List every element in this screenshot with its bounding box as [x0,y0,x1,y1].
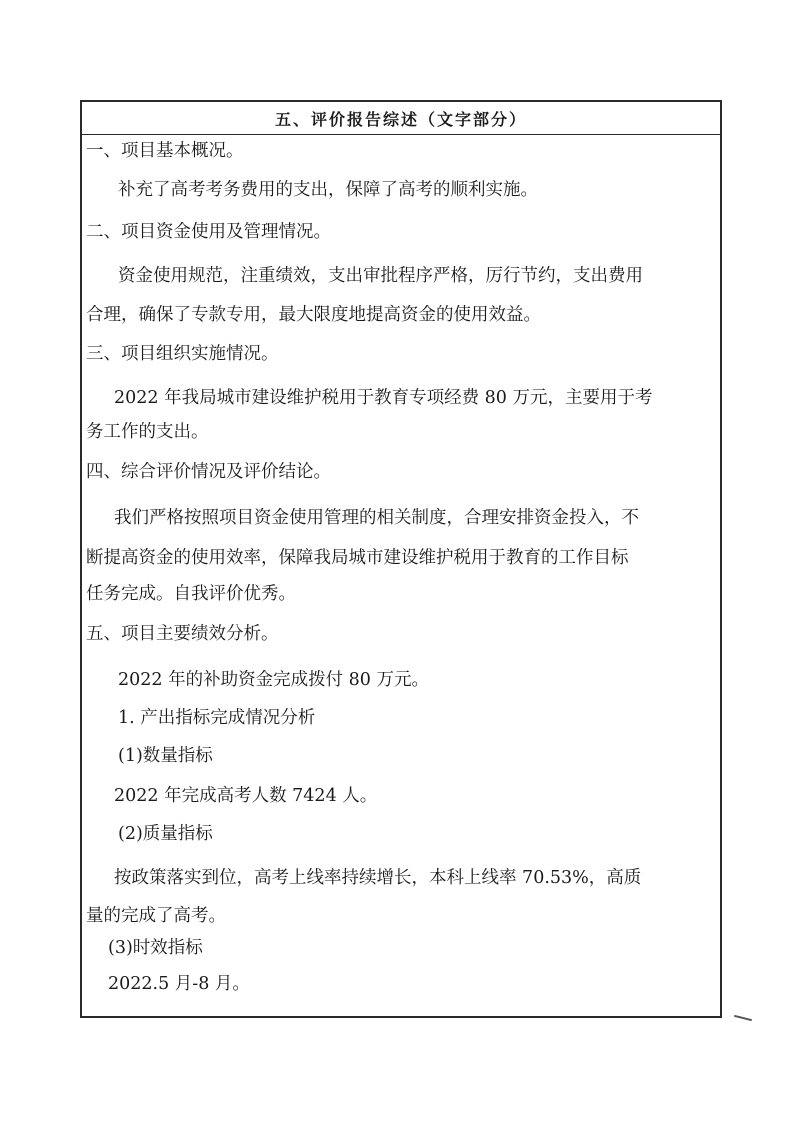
heading-implementation: 三、项目组织实施情况。 [86,344,279,364]
paragraph-implementation-line-1: 2022 年我局城市建设维护税用于教育专项经费 80 万元，主要用于考 [114,388,653,408]
paragraph-evaluation-line-3: 任务完成。自我评价优秀。 [86,584,296,604]
heading-evaluation: 四、综合评价情况及评价结论。 [86,462,331,482]
subheading-quantity: (1)数量指标 [118,746,213,766]
paragraph-evaluation-line-1: 我们严格按照项目资金使用管理的相关制度，合理安排资金投入，不 [114,508,639,528]
paragraph-implementation-line-2: 务工作的支出。 [86,422,209,442]
paragraph-funds-allocated: 2022 年的补助资金完成拨付 80 万元。 [118,670,429,690]
heading-fund-management: 二、项目资金使用及管理情况。 [86,222,331,242]
subheading-output-indicators: 1. 产出指标完成情况分析 [118,708,316,728]
paragraph-fund-line-2: 合理，确保了专款专用，最大限度地提高资金的使用效益。 [86,305,541,325]
heading-performance: 五、项目主要绩效分析。 [86,624,279,644]
paragraph-overview: 补充了高考考务费用的支出，保障了高考的顺利实施。 [118,180,538,200]
heading-project-overview: 一、项目基本概况。 [86,141,244,161]
paragraph-quantity: 2022 年完成高考人数 7424 人。 [114,786,378,806]
section-title: 五、评价报告综述（文字部分） [274,109,527,129]
paragraph-quality-line-1: 按政策落实到位，高考上线率持续增长，本科上线率 70.53%，高质 [114,868,642,888]
paragraph-quality-line-2: 量的完成了高考。 [86,906,226,926]
header-row [82,102,720,135]
subheading-timeliness: (3)时效指标 [108,938,203,958]
subheading-quality: (2)质量指标 [118,824,213,844]
stray-pen-mark [734,1015,752,1021]
paragraph-evaluation-line-2: 断提高资金的使用效率，保障我局城市建设维护税用于教育的工作目标 [86,548,629,568]
paragraph-fund-line-1: 资金使用规范，注重绩效，支出审批程序严格，厉行节约，支出费用 [118,266,643,286]
paragraph-timeliness: 2022.5 月-8 月。 [108,974,250,994]
